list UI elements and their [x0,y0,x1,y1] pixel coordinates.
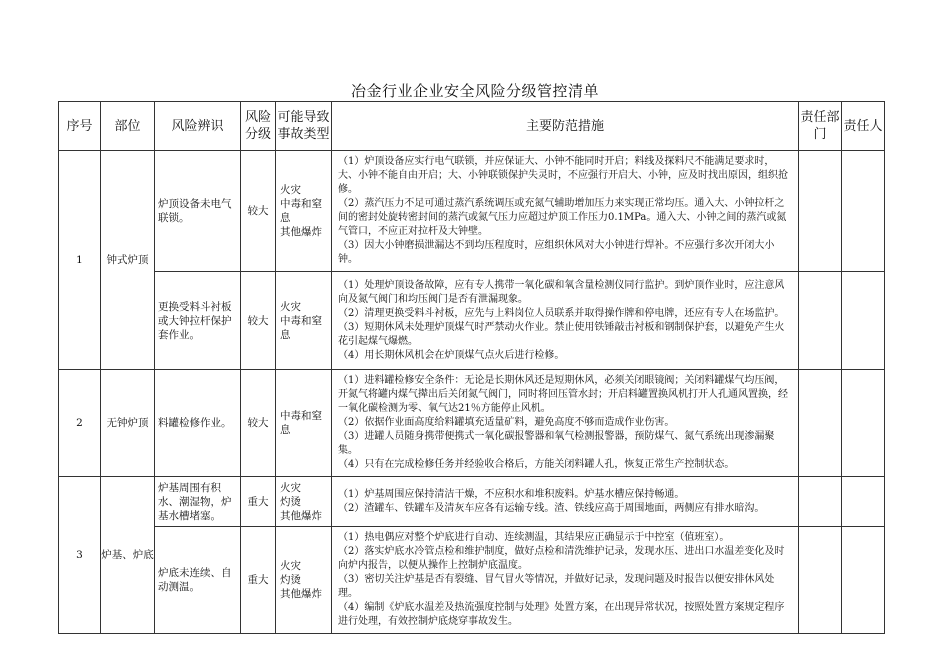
risk-level: 较大 [241,151,276,272]
prevention-measures [332,527,799,634]
prevention-measures [332,370,799,477]
accident-type: 火灾 [280,481,301,494]
accident-type: 其他爆炸 [280,509,322,522]
accident-type: 火灾 [280,300,301,313]
accident-type: 其他爆炸 [280,588,322,600]
accident-types [276,272,332,370]
row-part: 钟式炉顶 [101,151,155,370]
header-row [59,102,885,151]
responsible-dept [799,151,842,272]
table-row [59,527,885,634]
accident-type: 中毒和窒息 [280,314,322,341]
measure-item: （2）蒸汽压力不足可通过蒸汽系统调压或充氮气辅助增加压力来实现正常均压。通入大、小钟拉杆之间的密封处旋转密封间的蒸汽或氮气压力应超过炉顶工作压力0.1MPa。通入大、小钟之间的蒸汽或氮气管口，不应正对拉杆及大钟壁。 [338,198,787,237]
risk-level: 重大 [241,477,276,527]
responsible-person [842,151,885,272]
header-level: 风险分级 [241,102,276,151]
responsible-dept [799,272,842,370]
header-measures: 主要防范措施 [332,102,799,151]
header-person: 责任人 [842,102,885,151]
accident-types [276,370,332,477]
measure-item: （3）短期休风未处理炉顶煤气时严禁动火作业。禁止使用铁锤敲击衬板和钢制保护套，以避免产生火花引起煤气爆燃。 [338,321,785,347]
measure-item: （3）进罐人员随身携带便携式一氧化碳报警器和氧气检测报警器，预防煤气、氮气系统出现渗漏聚集。 [338,431,775,456]
header-dept: 责任部门 [799,102,842,151]
table-body [59,151,885,634]
row-number: 1 [59,151,101,370]
measure-item: （4）用长期休风机会在炉顶煤气点火后进行检修。 [338,349,565,361]
risk-identification: 炉基周围有积水、潮湿物，炉基水槽堵塞。 [155,477,241,527]
measure-item: （3）因大小钟磨损泄漏达不到均压程度时，应组织休风对大小钟进行焊补。不应强行多次开闭大小钟。 [338,240,775,265]
risk-identification: 炉底未连续、自动测温。 [155,527,241,634]
risk-level: 较大 [241,370,276,477]
measure-item: （1）炉顶设备应实行电气联锁，并应保证大、小钟不能同时开启；料线及探料尺不能满足要求时，大、小钟不能自由开启；大、小钟联锁保护失灵时，不应强行开启大、小钟，应及时找出原因，组织抢修。 [338,156,788,195]
row-number: 3 [59,477,101,634]
measure-item: （4）编制《炉底水温差及热流强度控制与处理》处置方案，在出现异常状况，按照处置方案规定程序进行处理，有效控制炉底烧穿事故发生。 [338,602,785,627]
risk-identification: 料罐检修作业。 [155,370,241,477]
risk-identification: 炉顶设备未电气联锁。 [155,151,241,272]
measure-item: （4）只有在完成检修任务并经验收合格后，方能关闭料罐人孔，恢复正常生产控制状态。 [338,459,735,470]
table-row [59,370,885,477]
measure-item: （2）落实炉底水冷管点检和维护制度，做好点检和清洗维护记录，发现水压、进出口水温差变化及时向炉内报告，以便从操作上控制炉底温度。 [338,546,785,571]
accident-type: 灼烫 [280,574,301,586]
measure-item: （2）渣罐车、铁罐车及清灰车应各有运输专线。渣、铁线应高于周围地面，两侧应有排水暗沟。 [338,502,765,514]
table-row [59,477,885,527]
responsible-dept [799,527,842,634]
risk-identification: 更换受料斗衬板或大钟拉杆保护套作业。 [155,272,241,370]
accident-types [276,151,332,272]
accident-type: 中毒和窒息 [280,410,322,436]
accident-type: 火灾 [280,560,301,572]
prevention-measures [332,477,799,527]
responsible-dept [799,370,842,477]
measure-item: （2）清理更换受料斗衬板，应先与上料岗位人员联系并取得操作牌和停电牌，还应有专人在场监护。 [338,307,785,319]
row-part: 炉基、炉底 [101,477,155,634]
responsible-person [842,477,885,527]
document-title: 冶金行业企业安全风险分级管控清单 [350,82,599,100]
measure-item: （1）炉基周围应保持清洁干燥，不应积水和堆积废料。炉基水槽应保持畅通。 [338,488,685,500]
risk-level: 重大 [241,527,276,634]
header-risk: 风险辨识 [155,102,241,151]
accident-type: 中毒和窒息 [280,198,322,224]
row-number: 2 [59,370,101,477]
responsible-person [842,527,885,634]
responsible-person [842,272,885,370]
header-no: 序号 [59,102,101,151]
measure-item: （1）处理炉顶设备故障，应有专人携带一氧化碳和氧含量检测仪同行监护。到炉顶作业时，应注意风向及氮气阀门和均压阀门是否有泄漏现象。 [338,279,785,305]
risk-control-table [58,101,885,634]
accident-types [276,527,332,634]
table-row [59,151,885,272]
header-part: 部位 [101,102,155,151]
responsible-dept [799,477,842,527]
accident-type: 灼烫 [280,495,301,508]
prevention-measures [332,272,799,370]
responsible-person [842,370,885,477]
risk-level: 较大 [241,272,276,370]
accident-types [276,477,332,527]
measure-item: （3）密切关注炉基是否有裂缝、冒气冒火等情况，并做好记录，发现问题及时报告以便安排休风处理。 [338,574,775,599]
table-row [59,272,885,370]
row-part: 无钟炉顶 [101,370,155,477]
accident-type: 火灾 [280,184,301,196]
prevention-measures [332,151,799,272]
header-accident: 可能导致事故类型 [276,102,332,151]
measure-item: （1）热电偶应对整个炉底进行自动、连续测温，其结果应正确显示于中控室（值班室）。 [338,532,730,543]
measure-item: （2）依据作业面高度给料罐填充适量矿料，避免高度不够而造成作业伤害。 [338,417,675,428]
accident-type: 其他爆炸 [280,226,322,238]
measure-item: （1）进料罐检修安全条件：无论是长期休风还是短期休风，必须关闭眼镜阀；关闭料罐煤气均压阀，开氮气将罐内煤气撵出后关闭氮气阀门，同时将回压管水封；开启料罐置换风机打开人孔通风置换，经一氧化碳检测为零、氧气达21％方能停止风机。 [338,375,788,414]
